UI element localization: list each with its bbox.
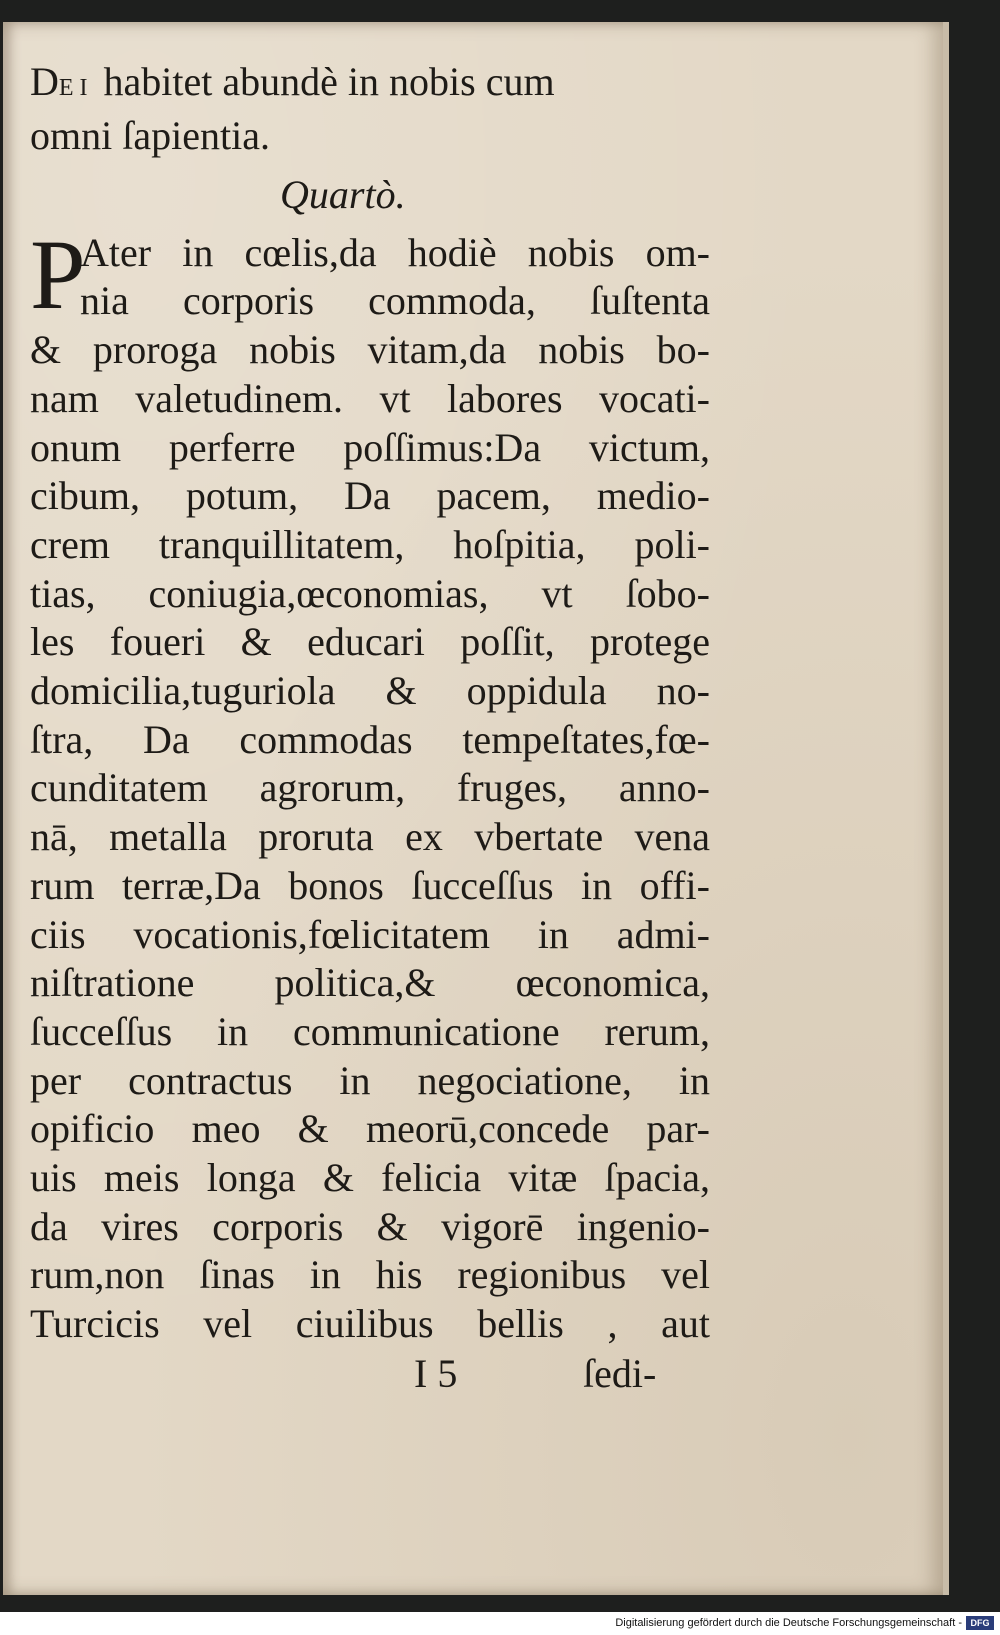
dfg-logo: DFG bbox=[966, 1616, 994, 1630]
signature-mark: I 5 bbox=[414, 1350, 458, 1396]
text-line: per contractus in negociatione, in bbox=[30, 1057, 710, 1103]
text-line: rum,non ſinas in his regionibus vel bbox=[30, 1252, 710, 1298]
text-line: cibum, potum, Da pacem, medio- bbox=[30, 473, 710, 519]
text-line: & proroga nobis vitam,da nobis bo- bbox=[30, 327, 710, 373]
lead-rest: habitet abundè in nobis cum bbox=[93, 59, 555, 104]
footer-bar bbox=[0, 1612, 1000, 1635]
text-line: ſucceſſus in communicatione rerum, bbox=[30, 1008, 710, 1054]
lead-initial: D bbox=[30, 59, 59, 104]
text-line: opificio meo & meorū,concede par- bbox=[30, 1106, 710, 1152]
text-line: tias, coniugia,œconomias, vt ſobo- bbox=[30, 570, 710, 616]
page-edge bbox=[943, 22, 949, 1595]
catchword: ſedi- bbox=[583, 1350, 657, 1396]
text-line: Turcicis vel ciuilibus bellis , aut bbox=[30, 1301, 710, 1347]
text-line: Ater in cœlis,da hodiè nobis om- bbox=[80, 229, 710, 275]
lead-small-caps: EI bbox=[58, 75, 94, 101]
lead-line-2: omni ſapientia. bbox=[30, 113, 270, 158]
text-line: nia corporis commoda, ſuſtenta bbox=[80, 278, 710, 324]
text-line: cunditatem agrorum, fruges, anno- bbox=[30, 765, 710, 811]
text-line: onum perferre poſſimus:Da victum, bbox=[30, 424, 710, 470]
text-line: nam valetudinem. vt labores vocati- bbox=[30, 375, 710, 421]
drop-cap: P bbox=[30, 218, 86, 330]
text-line: les foueri & educari poſſit, protege bbox=[30, 619, 710, 665]
page-text bbox=[30, 58, 710, 1399]
text-line: da vires corporis & vigorē ingenio- bbox=[30, 1203, 710, 1249]
text-line: ſtra, Da commodas tempeſtates,fœ- bbox=[30, 716, 710, 762]
section-heading: Quartò. bbox=[280, 171, 406, 217]
text-line: niſtratione politica,& œconomica, bbox=[30, 960, 710, 1006]
prayer-paragraph bbox=[30, 218, 710, 1349]
text-line: uis meis longa & felicia vitæ ſpacia, bbox=[30, 1155, 710, 1201]
lead-line bbox=[30, 58, 710, 112]
text-line: crem tranquillitatem, hoſpitia, poli- bbox=[30, 521, 710, 567]
signature-line bbox=[30, 1349, 710, 1399]
text-line: ciis vocationis,fœlicitatem in admi- bbox=[30, 911, 710, 957]
text-line: domicilia,tuguriola & oppidula no- bbox=[30, 668, 710, 714]
body-lines bbox=[30, 218, 710, 1349]
funding-credit: Digitalisierung gefördert durch die Deutsche Forschungsgemeinschaft - bbox=[615, 1617, 962, 1629]
text-line: rum terræ,Da bonos ſucceſſus in offi- bbox=[30, 862, 710, 908]
text-line: nā, metalla proruta ex vbertate vena bbox=[30, 814, 710, 860]
